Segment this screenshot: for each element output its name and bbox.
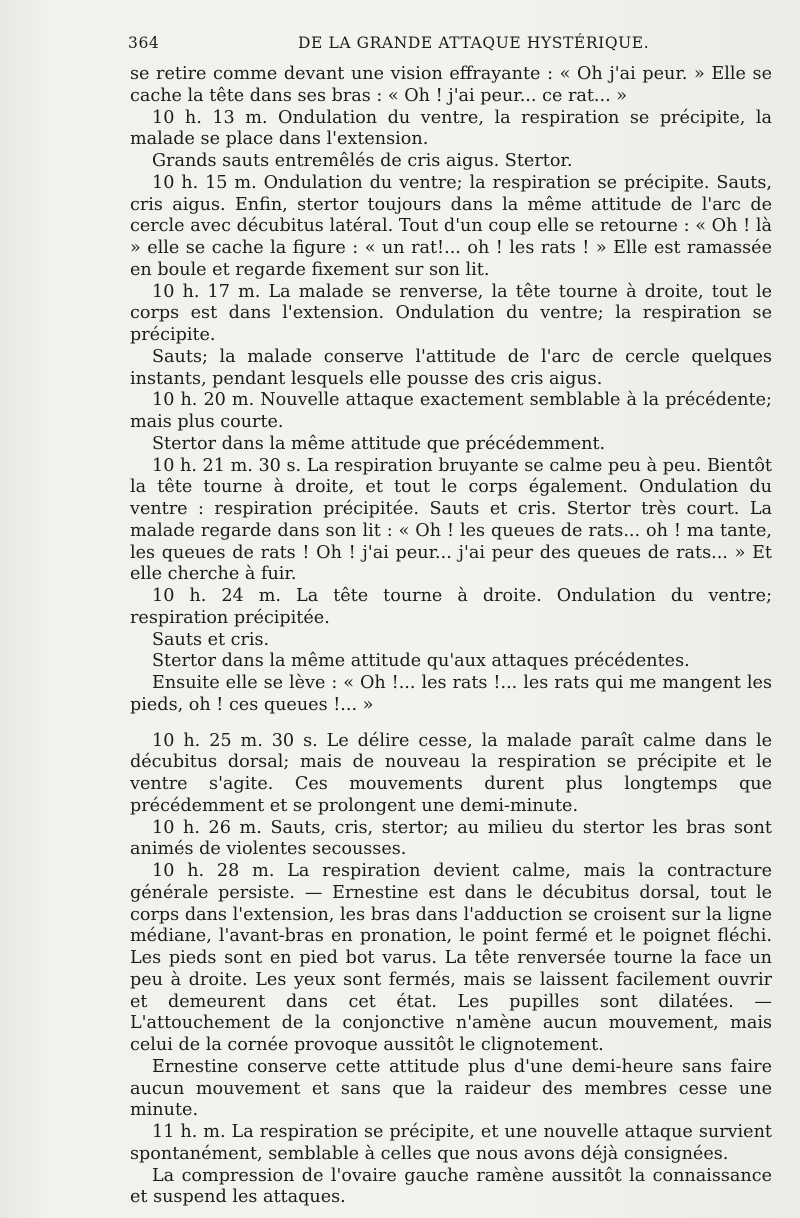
- paragraph: Ensuite elle se lève : « Oh !... les rats !... les rats qui me mangent les pieds, oh ! ces queues !... »: [130, 673, 772, 715]
- paragraph: La compression de l'ovaire gauche ramène aussitôt la connaissance et suspend les attaques.: [130, 1165, 772, 1208]
- body-text: [130, 64, 772, 1209]
- paragraph: 10 h. 24 m. La tête tourne à droite. Ondulation du ventre; respiration précipitée.: [130, 586, 772, 628]
- paragraph: Sauts et cris.: [152, 629, 270, 650]
- page-number: 364: [128, 34, 160, 52]
- paragraph: 10 h. 28 m. La respiration devient calme, mais la contracture générale persiste. — Ernestine est dans le décubitus dorsal, tout le corps dans l'extension, les bras dans l'adduction se croisent sur la ligne médiane, l'avant-bras en pronation, le point fermé et le poignet fléchi. Les pieds sont en pied bot varus. La tête renversée tourne la face un peu à droite. Les yeux sont fermés, mais se laissent facilement ouvrir et demeurent dans cet état. Les pupilles sont dilatées. — L'attouchement de la conjonctive n'amène aucun mouvement, mais celui de la cornée provoque aussitôt le clignotement.: [130, 861, 772, 1055]
- running-title: DE LA GRANDE ATTAQUE HYSTÉRIQUE.: [298, 34, 650, 52]
- paragraph: 10 h. 26 m. Sauts, cris, stertor; au milieu du stertor les bras sont animés de violentes secousses.: [130, 817, 772, 860]
- paragraph: 10 h. 17 m. La malade se renverse, la tête tourne à droite, tout le corps est dans l'extension. Ondulation du ventre; la respiration se précipite.: [130, 281, 772, 345]
- paragraph: 11 h. m. La respiration se précipite, et une nouvelle attaque survient spontanément, semblable à celles que nous avons déjà consignées.: [130, 1122, 772, 1164]
- paragraph: 10 h. 21 m. 30 s. La respiration bruyante se calme peu à peu. Bientôt la tête tourne à droite, et tout le corps également. Ondulation du ventre : respiration précipitée. Sauts et cris. Stertor très court. La malade regarde dans son lit : « Oh ! les queues de rats... oh ! ma tante, les queues de rats ! Oh ! j'ai peur... j'ai peur des queues de rats... » Et elle cherche à fuir.: [130, 455, 772, 585]
- paragraph: Stertor dans la même attitude que précédemment.: [152, 433, 606, 454]
- paragraph: 10 h. 13 m. Ondulation du ventre, la respiration se précipite, la malade se place dans l'extension.: [130, 107, 772, 150]
- paragraph: se retire comme devant une vision effrayante : « Oh j'ai peur. » Elle se cache la tête dans ses bras : « Oh ! j'ai peur... ce rat... »: [130, 64, 772, 106]
- paragraph: Grands sauts entremêlés de cris aigus. Stertor.: [152, 151, 573, 171]
- page-header: [128, 34, 778, 60]
- paragraph: Stertor dans la même attitude qu'aux attaques précédentes.: [152, 651, 690, 672]
- paragraph: 10 h. 20 m. Nouvelle attaque exactement semblable à la précédente; mais plus courte.: [130, 390, 772, 432]
- paragraph: 10 h. 15 m. Ondulation du ventre; la respiration se précipite. Sauts, cris aigus. Enfin, stertor toujours dans la même attitude de l'arc de cercle avec décubitus latéral. Tout d'un coup elle se retourne : « Oh ! là » elle se cache la figure : « un rat!... oh ! les rats ! » Elle est ramassée en boule et regarde fixement sur son lit.: [130, 172, 772, 280]
- paragraph: Sauts; la malade conserve l'attitude de l'arc de cercle quelques instants, pendant lesquels elle pousse des cris aigus.: [130, 346, 772, 389]
- paragraph: Ernestine conserve cette attitude plus d'une demi-heure sans faire aucun mouvement et sans que la raideur des membres cesse une minute.: [130, 1056, 772, 1121]
- paragraph: 10 h. 25 m. 30 s. Le délire cesse, la malade paraît calme dans le décubitus dorsal; mais de nouveau la respiration se précipite et le ventre s'agite. Ces mouvements durent plus longtemps que précédemment et se prolongent une demi-minute.: [130, 730, 772, 816]
